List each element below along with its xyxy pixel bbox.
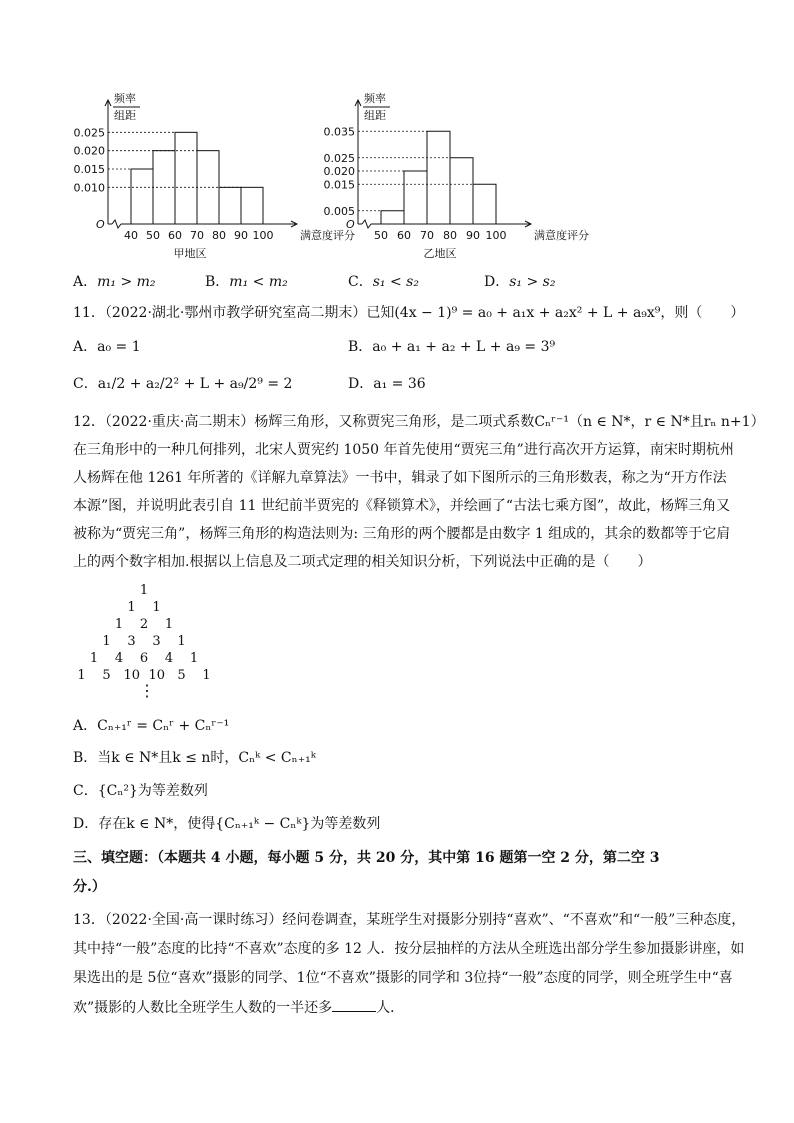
q12-stem-line3: 人杨辉在他 1261 年所著的《详解九章算法》一书中，辑录了如下图所示的三角形数表，称之为“开方作法 xyxy=(73,470,727,486)
q10-option-a xyxy=(73,272,156,292)
origin-label: O xyxy=(346,218,355,231)
q12-stem-line5: 被称为“贾宪三角”，杨辉三角形的构造法则为: 三角形的两个腰都是由数字 1 组成的，其余的数都等于它肩 xyxy=(73,526,731,542)
x-axis-label: 满意度评分 xyxy=(300,229,355,242)
histogram-bar xyxy=(381,211,404,224)
triangle-number: 1 xyxy=(202,668,211,683)
chart-title: 乙地区 xyxy=(423,247,457,260)
q11-option-b: B．a₀ + a₁ + a₂ + L + a₉ = 3⁹ xyxy=(348,339,556,355)
x-tick-label: 100 xyxy=(485,229,507,242)
y-tick-label: 0.015 xyxy=(73,163,105,176)
triangle-number: 10 xyxy=(123,668,141,683)
y-tick-label: 0.020 xyxy=(73,144,105,158)
triangle-number: 1 xyxy=(189,651,199,666)
q12-stem-line6: 上的两个数字相加.根据以上信息及二项式定理的相关知识分析，下列说法中正确的是（ ） xyxy=(73,554,652,570)
triangle-number: 10 xyxy=(148,668,166,683)
triangle-number: 1 xyxy=(114,617,124,632)
q13-line4 xyxy=(73,997,404,1018)
q10-option-c-text: s₁ < s₂ xyxy=(372,274,419,290)
x-tick-label: 80 xyxy=(443,229,457,242)
q10-option-d-label: D． xyxy=(484,274,510,290)
y-label-bottom: 组距 xyxy=(114,109,136,122)
y-label-top: 频率 xyxy=(364,92,386,105)
x-tick-label: 100 xyxy=(252,229,274,242)
triangle-number: 4 xyxy=(114,651,124,666)
x-tick-label: 70 xyxy=(190,229,204,242)
q13-line3: 果选出的是 5位“喜欢”摄影的同学、1位“不喜欢”摄影的同学和 3位持“一般”态度的同学，则全班学生中“喜 xyxy=(73,970,733,986)
q12-stem-line4: 本源”图，并说明此表引自 11 世纪前半贾宪的《释锁算术》，并绘画了“古法七乘方图”，故此，杨辉三角又 xyxy=(73,498,731,514)
triangle-number: 6 xyxy=(139,651,149,666)
q10-option-a-label: A． xyxy=(73,274,98,290)
y-tick-label: 0.025 xyxy=(323,151,355,165)
y-label-top: 频率 xyxy=(114,92,136,105)
q10-option-d-text: s₁ > s₂ xyxy=(509,274,556,290)
q11-option-d: D．a₁ = 36 xyxy=(348,376,426,392)
section-3-heading-line2: 分.） xyxy=(73,879,106,895)
q10-option-d xyxy=(484,272,555,292)
x-tick-label: 80 xyxy=(212,229,226,242)
x-axis-break xyxy=(362,220,371,228)
q12-stem-line2: 在三角形中的一种几何排列，北宋人贾宪约 1050 年首先使用“贾宪三角”进行高次开方运算，南宋时期杭州 xyxy=(73,442,734,458)
q11-option-c: C．a₁/2 + a₂/2² + L + a₉/2⁹ = 2 xyxy=(73,376,293,392)
histogram-bar xyxy=(427,131,450,224)
y-tick-label: 0.015 xyxy=(323,178,355,192)
histogram-bar xyxy=(404,171,427,224)
q12-option-d: D．存在k ∈ N*，使得{Cₙ₊₁ᵏ − Cₙᵏ}为等差数列 xyxy=(73,816,381,832)
q10-option-b-label: B． xyxy=(205,274,230,290)
q10-option-a-text: m₁ > m₂ xyxy=(97,274,156,290)
triangle-number: 1 xyxy=(164,617,174,632)
x-tick-label: 40 xyxy=(124,229,138,242)
q13-line2: 其中持“一般”态度的比持“不喜欢”态度的多 12 人．按分层抽样的方法从全班选出部分学生参加摄影讲座，如 xyxy=(73,941,745,957)
q11-option-a: A．a₀ = 1 xyxy=(73,339,141,355)
y-tick-label: 0.020 xyxy=(323,165,355,178)
histogram-bar xyxy=(450,158,473,224)
x-tick-label: 70 xyxy=(420,229,434,242)
triangle-number: 1 xyxy=(127,600,136,615)
q12-option-a: A．Cₙ₊₁ʳ = Cₙʳ + Cₙʳ⁻¹ xyxy=(73,718,230,734)
x-tick-label: 50 xyxy=(146,229,160,242)
x-tick-label: 60 xyxy=(168,229,182,242)
histogram-bar xyxy=(131,169,153,224)
section-3-heading-line1: 三、填空题：（本题共 4 小题，每小题 5 分，共 20 分，其中第 16 题第一空 2 分，第二空 3 xyxy=(73,850,660,866)
q10-option-c xyxy=(348,272,419,292)
x-tick-label: 90 xyxy=(466,229,480,242)
triangle-number: 1 xyxy=(77,668,86,683)
triangle-ellipsis: ⋮ xyxy=(139,681,155,700)
x-tick-label: 50 xyxy=(374,229,388,242)
q12-option-c: C．{Cₙ²}为等差数列 xyxy=(73,783,208,799)
y-tick-label: 0.005 xyxy=(323,204,355,218)
q13-answer-blank xyxy=(332,997,376,1012)
origin-label: O xyxy=(96,218,105,231)
triangle-number: 3 xyxy=(152,634,161,649)
x-tick-label: 60 xyxy=(397,229,411,242)
q10-option-c-label: C． xyxy=(348,274,373,290)
chart-title: 甲地区 xyxy=(173,247,207,260)
q12-stem-line1: 12．（2022·重庆·高二期末）杨辉三角形，又称贾宪三角形，是二项式系数Cₙʳ⁻¹（n ∈ N*，r ∈ N*且rₙ n+1） xyxy=(73,414,765,430)
triangle-number: 1 xyxy=(177,634,186,649)
triangle-number: 5 xyxy=(102,668,111,683)
histogram-yi xyxy=(310,92,589,264)
q10-option-b xyxy=(205,272,288,292)
q13-line4-end: 人． xyxy=(376,1000,405,1016)
q11-stem: 11．（2022·湖北·鄂州市教学研究室高二期末）已知(4x − 1)⁹ = a₀ + a₁x + a₂x² + L + a₉x⁹，则（ ） xyxy=(73,305,745,321)
histogram-bar xyxy=(175,132,197,224)
histogram-bar xyxy=(473,184,496,224)
q12-option-b: B．当k ∈ N*且k ≤ n时，Cₙᵏ < Cₙ₊₁ᵏ xyxy=(73,750,316,766)
pascal-triangle xyxy=(70,582,220,707)
y-tick-label: 0.025 xyxy=(73,126,105,140)
y-tick-label: 0.035 xyxy=(323,125,355,139)
y-tick-label: 0.010 xyxy=(73,181,105,195)
q13-line4-text: 欢”摄影的人数比全班学生人数的一半还多 xyxy=(73,1000,333,1016)
triangle-number: 4 xyxy=(164,651,174,666)
x-axis-break xyxy=(112,220,121,228)
histogram-bar xyxy=(219,187,241,224)
q10-option-b-text: m₁ < m₂ xyxy=(229,274,288,290)
triangle-number: 1 xyxy=(139,583,149,598)
x-tick-label: 90 xyxy=(234,229,248,242)
y-label-bottom: 组距 xyxy=(364,109,386,122)
triangle-number: 1 xyxy=(89,651,99,666)
triangle-number: 1 xyxy=(152,600,161,615)
histogram-bar xyxy=(241,187,263,224)
triangle-number: 1 xyxy=(102,634,111,649)
triangle-number: 2 xyxy=(139,617,149,632)
triangle-number: 5 xyxy=(177,668,186,683)
q13-line1: 13．（2022·全国·高一课时练习）经问卷调查，某班学生对摄影分别持“喜欢”、“不喜欢”和“一般”三种态度， xyxy=(73,912,746,928)
triangle-number: 3 xyxy=(127,634,136,649)
x-axis-label: 满意度评分 xyxy=(534,229,589,242)
